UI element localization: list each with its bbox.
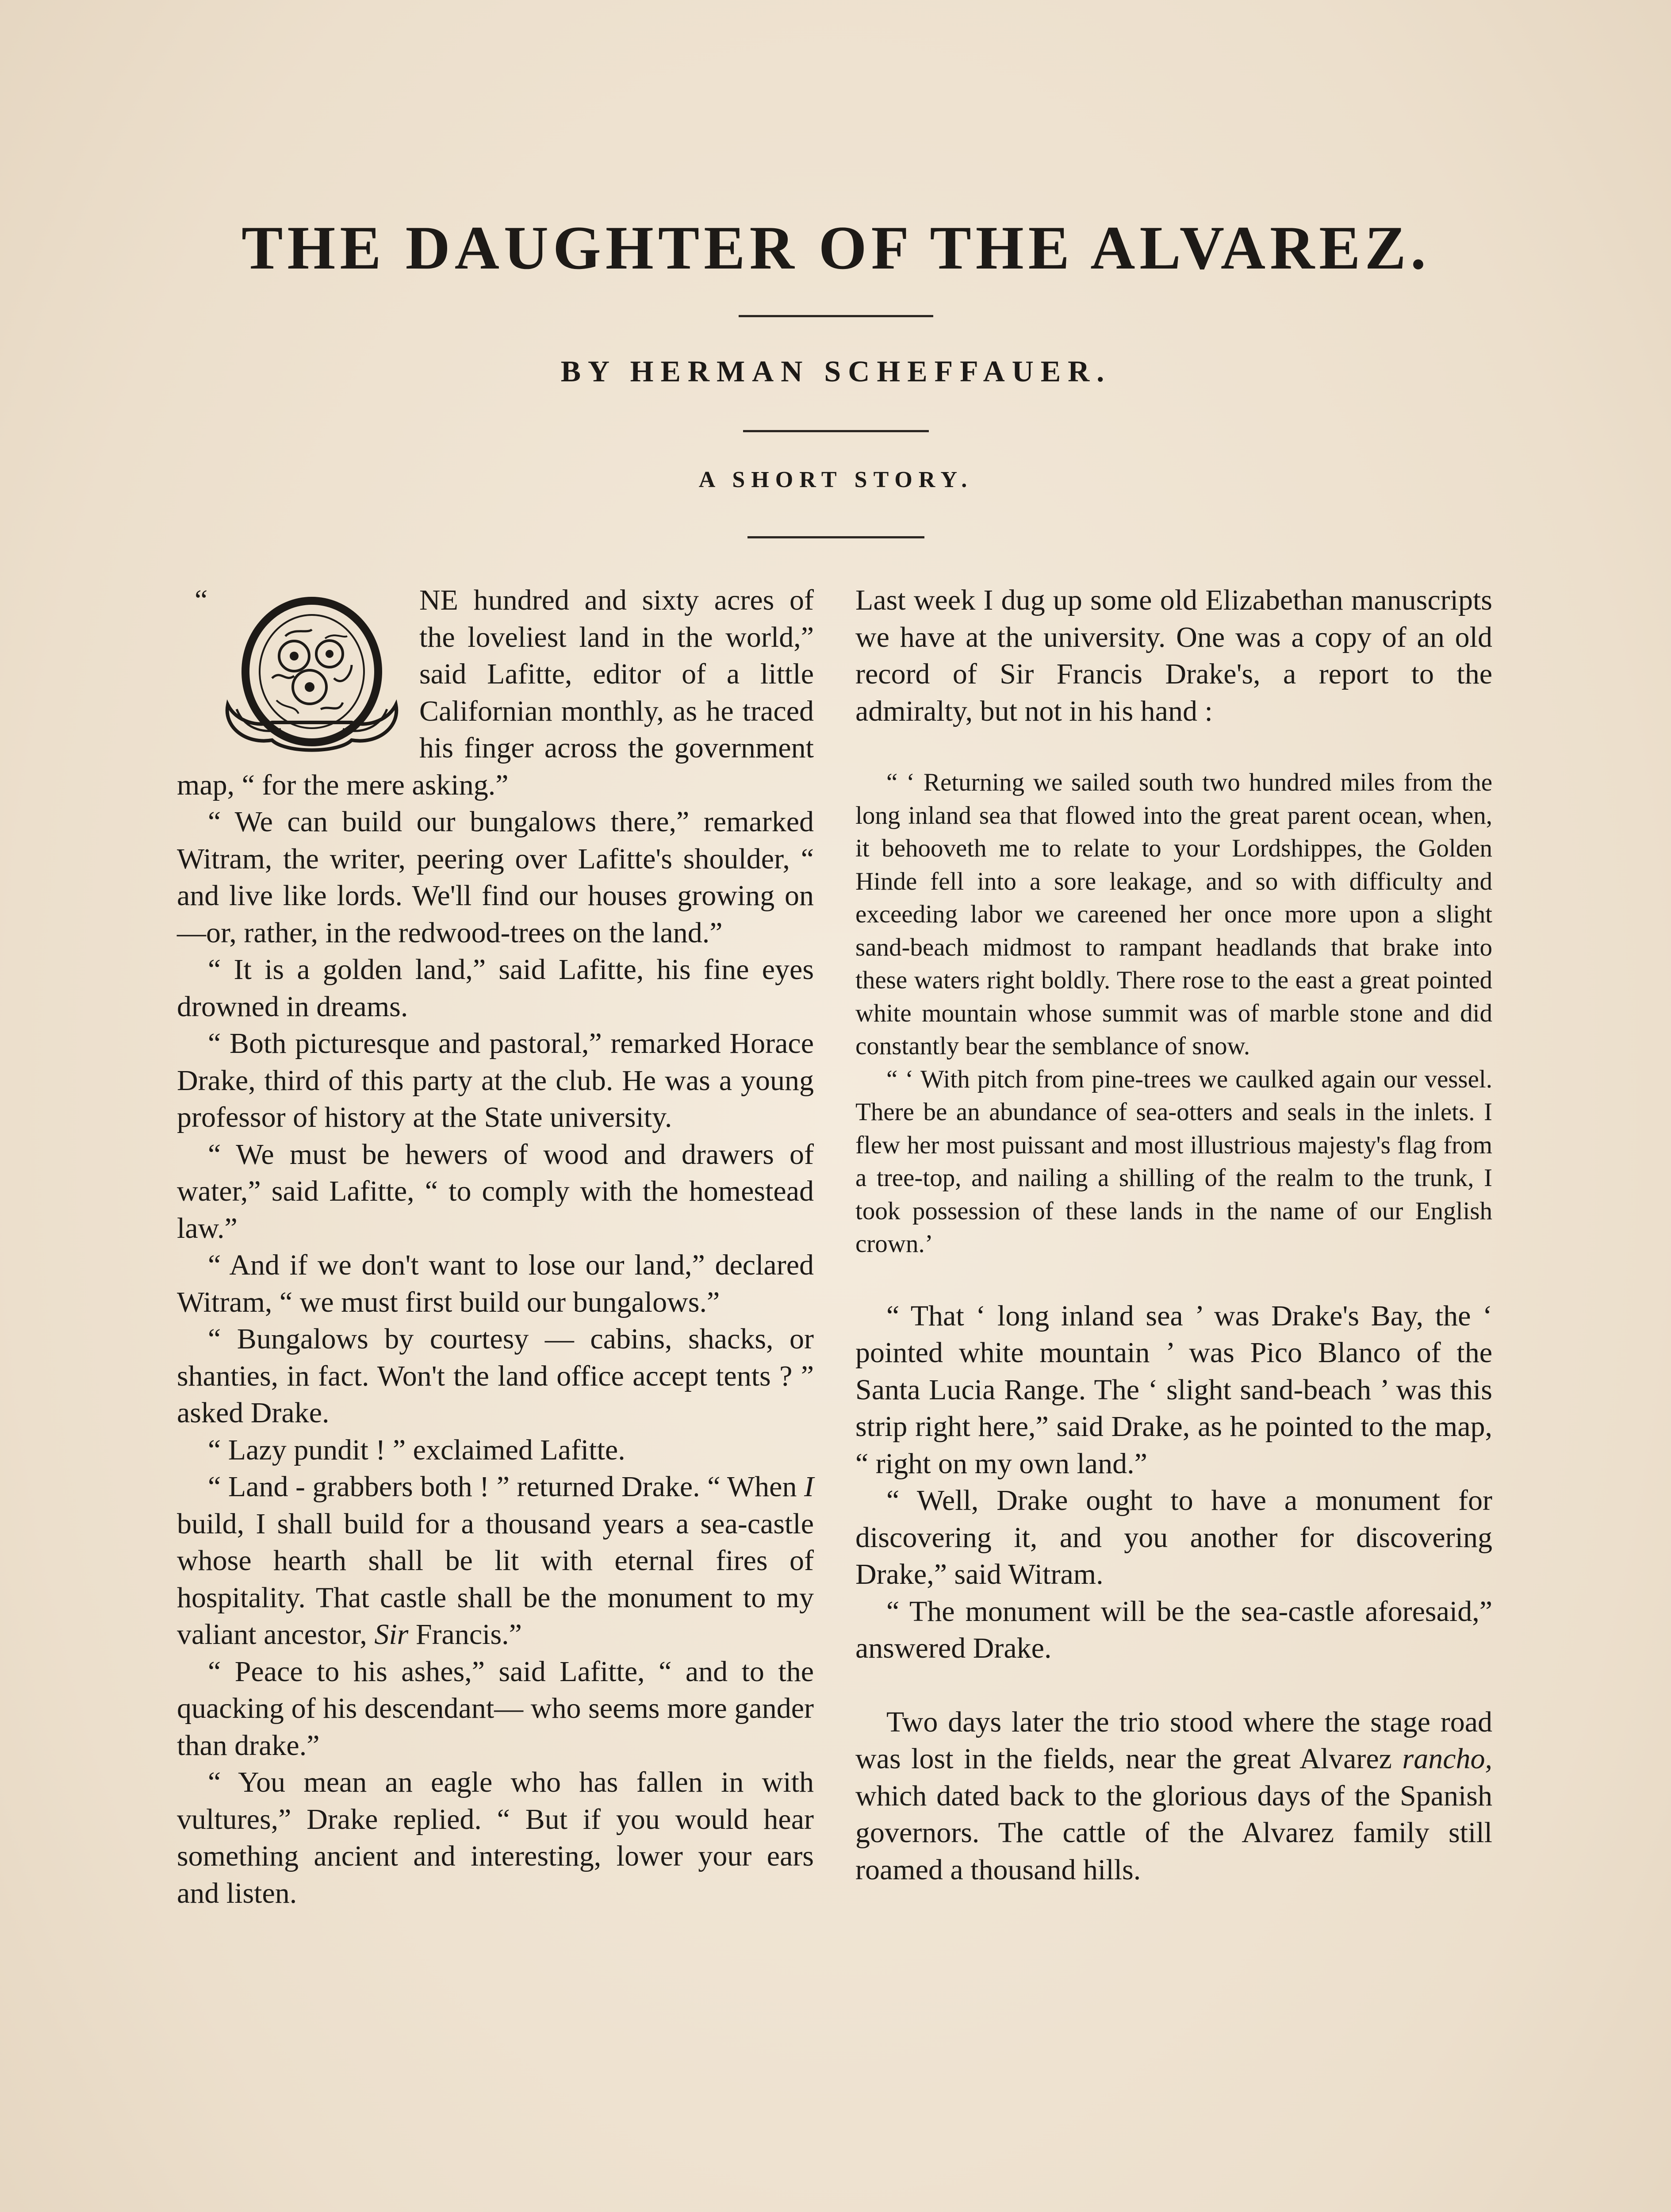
paragraph: “ Both picturesque and pastoral,” remarked Horace Drake, third of this party at the club. He was a young professor of history at the State university. <box>177 1027 814 1133</box>
paragraph: “ It is a golden land,” said Lafitte, his fine eyes drowned in dreams. <box>177 953 814 1023</box>
italic-text: Sir <box>374 1618 409 1651</box>
paragraph: “ Bungalows by courtesy — cabins, shacks, or shanties, in fact. Won't the land office accept tents ? ” asked Drake. <box>177 1323 814 1429</box>
text-run: Two days later the trio stood where the stage road was lost in the fields, near the great Alvarez <box>855 1705 1492 1775</box>
right-column <box>855 582 1492 1888</box>
quoted-passage: “ ‘ Returning we sailed south two hundred miles from the long inland sea that flowed into the great parent ocean, when, it behooveth me to relate to your Lordshippes, the Golden Hinde fell into a sore leakage, and so with difficulty and exceeding labor we careened her once more upon a slight sand-beach midmost to rampant headlands that brake into these waters right boldly. There rose to the east a great pointed white mountain whose summit was of marble stone and did constantly bear the semblance of snow. <box>855 768 1492 1060</box>
dropcap-quote-mark: “ <box>195 584 208 616</box>
article-byline: BY HERMAN SCHEFFAUER. <box>560 354 1111 388</box>
title-divider <box>739 315 933 317</box>
paragraph: “ We can build our bungalows there,” remarked Witram, the writer, peering over Lafitte's shoulder, “ and live like lords. We'll find our houses growing on —or, rather, in the redwood-trees on the land.” <box>177 806 814 949</box>
byline-divider <box>743 430 929 432</box>
italic-text: rancho, <box>1402 1743 1492 1775</box>
subtitle-divider <box>747 536 924 538</box>
paragraph: “ You mean an eagle who has fallen in with vultures,” Drake replied. “ But if you would hear something ancient and interesting, lower your ears and listen. <box>177 1766 814 1909</box>
paragraph: Last week I dug up some old Elizabethan manuscripts we have at the university. One was a copy of an old record of Sir Francis Drake's, a report to the admiralty, but not in his hand : <box>855 584 1492 727</box>
text-run: build, I shall build for a thousand years a sea-castle whose hearth shall be lit with eternal fires of hospitality. That castle shall be the monument to my valiant ancestor, <box>177 1507 814 1651</box>
paragraph: “ We must be hewers of wood and drawers of water,” said Lafitte, “ to comply with the homestead law.” <box>177 1138 814 1244</box>
paragraph <box>855 1704 1492 1889</box>
italic-text: I <box>804 1471 814 1503</box>
paragraph: “ And if we don't want to lose our land,” declared Witram, “ we must first build our bungalows.” <box>177 1249 814 1318</box>
text-run: “ Land - grabbers both ! ” returned Drake. “ When <box>208 1471 805 1503</box>
paragraph: “ That ‘ long inland sea ’ was Drake's Bay, the ‘ pointed white mountain ’ was Pico Blanco of the Santa Lucia Range. The ‘ slight sand-beach ’ was this strip right here,” said Drake, as he pointed to the map, “ right on my own land.” <box>855 1299 1492 1480</box>
article-title: THE DAUGHTER OF THE ALVAREZ. <box>241 214 1430 282</box>
paragraph: “ The monument will be the sea-castle aforesaid,” answered Drake. <box>855 1595 1492 1664</box>
quoted-passage: “ ‘ With pitch from pine-trees we caulked again our vessel. There be an abundance of sea-otters and seals in the inlets. I flew her most puissant and most illustrious majesty's flag from a tree-top, and nailing a shilling of the realm to the trunk, I took possession of these lands in the name of our English crown.’ <box>855 1065 1492 1258</box>
paragraph: NE hundred and sixty acres of the loveliest land in the world,” said Lafitte, editor of a little Californian monthly, as he traced his finger across the government map, “ for the mere asking.” <box>177 584 814 801</box>
left-column <box>177 582 814 1912</box>
dropcap-ornament <box>177 582 416 763</box>
paragraph <box>177 1468 814 1653</box>
paragraph: “ Well, Drake ought to have a monument for discovering it, and you another for discovering Drake,” said Witram. <box>855 1484 1492 1590</box>
text-run: which dated back to the glorious days of the Spanish governors. The cattle of the Alvarez family still roamed a thousand hills. <box>855 1779 1492 1886</box>
text-run: Francis.” <box>408 1618 522 1651</box>
ornamental-o-icon <box>219 594 405 762</box>
article-subtitle: A SHORT STORY. <box>698 467 973 492</box>
paragraph: “ Peace to his ashes,” said Lafitte, “ and to the quacking of his descendant— who seems more gander than drake.” <box>177 1655 814 1762</box>
paragraph: “ Lazy pundit ! ” exclaimed Lafitte. <box>208 1433 625 1466</box>
